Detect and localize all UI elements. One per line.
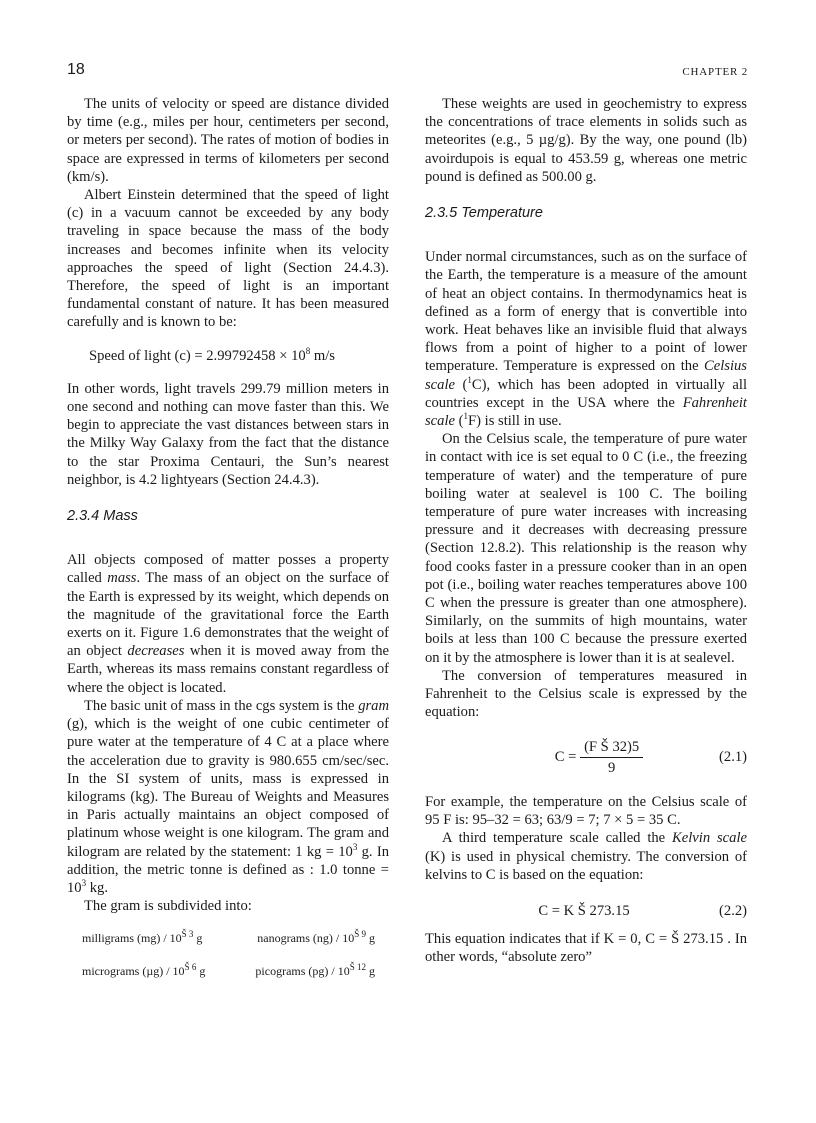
speed-of-light-equation: [67, 347, 389, 365]
unit-symbol: g: [366, 931, 375, 946]
equation-2-2-body: C = K Š 273.15: [538, 902, 630, 919]
paragraph-celsius-scale: On the Celsius scale, the temperature of pure water in contact with ice is set equal to 0 C (i.e., the freezing temperature of water) and the temperature of pure boiling water at sealevel is 100 C. The boiling temperature of pure water increases with increasing pressure and it decreases with decreasing pressure (Section 12.8.2). This relationship is the reason why food cooks faster in a pressure cooker than in an open pot (i.e., boiling water reaches temperatures above 100 C when the pressure is greater than one atmosphere). Similarly, on the summits of high mountains, water boils at less than 100 C because the pressure exerted on it by the atmosphere is lower than it is at sealevel.: [425, 431, 747, 666]
speed-of-light-exponent: 8: [305, 345, 311, 356]
gram-text-d: kg.: [86, 879, 108, 896]
equation-2-1-body: [425, 738, 703, 777]
paragraph-light-travel: In other words, light travels 299.79 million meters in one second and nothing can move faster than this. We begin to appreciate the vast distances between stars in the Milky Way Galaxy from the fact that the distance to the star Proxima Centauri, the Sun’s nearest neighbor, is 4.2 lightyears (Section 24.4.3).: [67, 380, 389, 488]
decreases-term: decreases: [127, 643, 185, 660]
unit-symbol: g: [193, 931, 203, 946]
paragraph-weights-usage: These weights are used in geochemistry to express the concentrations of trace elements in solids such as meteorites (e.g., 5 µg/g). By the way, one pound (lb) avoirdupois is equal to 453.59 g, whereas one metric pound is defined as 500.00 g.: [425, 96, 747, 185]
paragraph-einstein: Albert Einstein determined that the speed of light (c) in a vacuum cannot be exceeded by any body traveling in space because the mass of the body increases and becomes infinite when its velocity approaches the speed of light (Section 24.4.3). Therefore, the speed of light is an important fundamental constant of nature. It has been measured carefully and is known to be:: [67, 187, 389, 331]
temp-text-b: (: [455, 376, 468, 393]
units-row: [67, 962, 389, 980]
equation-2-1-numerator: (F Š 32)5: [580, 738, 643, 758]
equation-2-1-lhs: C =: [554, 748, 577, 765]
mass-text-a: All objects composed of matter posses a property called: [67, 552, 389, 587]
kelvin-text-a: A third temperature scale called the: [442, 830, 673, 847]
left-column: [67, 95, 389, 994]
unit-symbol: g: [196, 963, 206, 978]
equation-2-2-number: (2.2): [719, 902, 747, 919]
equation-2-1-denominator: 9: [607, 759, 616, 776]
right-column: [425, 95, 747, 967]
kelvin-scale-term: Kelvin scale: [672, 830, 747, 847]
unit-exponent: Š 6: [184, 961, 197, 972]
celsius-scale-term: Celsius scale: [425, 358, 747, 393]
gram-text-a: The basic unit of mass in the cgs system is the: [84, 697, 359, 714]
temp-text-d: (: [455, 413, 464, 430]
gram-text-c: g. In addition, the metric tonne is defined as : 1.0 tonne = 10: [67, 843, 390, 896]
unit-exponent: Š 12: [349, 961, 366, 972]
unit-symbol: g: [366, 963, 375, 978]
mass-text-c: when it is moved away from the Earth, whereas its mass remains constant regardless of where the object is located.: [67, 643, 390, 696]
equation-2-1-number: (2.1): [719, 749, 747, 766]
temp-text-a: Under normal circumstances, such as on the surface of the Earth, the temperature is a measure of the amount of heat an object contains. In thermodynamics heat is defined as a form of energy that is convertible into work. Heat behaves like an invisible fluid that always flows from a point of higher to a point of lower temperature. Temperature is expressed on the: [425, 249, 747, 375]
paragraph-mass-definition: [67, 551, 389, 697]
celsius-degree-mark: 1: [467, 374, 472, 385]
paragraph-absolute-zero: This equation indicates that if K = 0, C = Š 273.15 . In other words, “absolute zero”: [425, 931, 747, 966]
mass-text-b: . The mass of an object on the surface of the Earth is expressed by its weight, which depends on the magnitude of the gravitational force the Earth exerts on it. Figure 1.6 demonstrates that the weight of an object: [67, 570, 389, 660]
gram-text-b: (g), which is the weight of one cubic centimeter of pure water at the temperature of 4 C at a place where the acceleration due to gravity is 980.655 cm/sec/sec. In the SI system of units, mass is expressed in kilograms (kg). The Bureau of Weights and Measures in Paris actually maintains an object composed of platinum whose weight is one kilogram. The gram and kilogram are related by the statement: 1 kg = 10: [67, 716, 389, 860]
paragraph-kelvin: [425, 829, 747, 884]
fahrenheit-scale-term: Fahrenheit scale: [425, 394, 747, 430]
paragraph-velocity-units: The units of velocity or speed are distance divided by time (e.g., miles per hour, centimeters per second, or meters per second). The rates of motion of bodies in space are expressed in terms of kilometers per second (km/s).: [67, 96, 389, 185]
temp-text-e: F) is still in use.: [468, 413, 562, 430]
temp-text-c: C), which has been adopted in virtually all countries except in the USA where the: [425, 376, 748, 411]
equation-2-1: [425, 738, 747, 777]
unit-micrograms: [82, 962, 205, 980]
unit-exponent: Š 3: [181, 929, 194, 940]
kelvin-text-b: (K) is used in physical chemistry. The conversion of kelvins to C is based on the equation:: [425, 848, 747, 883]
gram-term: gram: [358, 697, 389, 714]
speed-of-light-unit: m/s: [310, 347, 335, 364]
unit-picograms: [255, 962, 375, 980]
unit-name: milligrams (mg) / 10: [82, 931, 182, 946]
equation-2-2: [425, 902, 747, 920]
paragraph-example-conversion: For example, the temperature on the Celsius scale of 95 F is: 95–32 = 63; 63/9 = 7; 7 × 5 = 35 C.: [425, 793, 747, 829]
page-number: 18: [67, 61, 85, 78]
unit-exponent: Š 9: [354, 929, 366, 940]
speed-of-light-lhs: Speed of light (c) = 2.99792458 × 10: [89, 347, 306, 364]
units-row: [67, 929, 389, 947]
unit-nanograms: [257, 929, 375, 947]
paragraph-conversion-intro: The conversion of temperatures measured in Fahrenheit to the Celsius scale is expressed by the equation:: [425, 667, 747, 721]
chapter-running-head: CHAPTER 2: [682, 66, 748, 78]
unit-name: picograms (pg) / 10: [255, 963, 350, 978]
tonne-exponent: 3: [81, 878, 87, 889]
unit-milligrams: [82, 929, 202, 947]
section-heading-mass: 2.3.4 Mass: [67, 508, 138, 525]
equation-2-1-fraction: [580, 738, 643, 777]
paragraph-gram: [67, 697, 389, 897]
gram-subdivisions: [67, 929, 389, 979]
kg-exponent: 3: [352, 841, 358, 852]
section-heading-temperature: 2.3.5 Temperature: [425, 205, 543, 222]
paragraph-gram-subdivided: The gram is subdivided into:: [84, 898, 252, 915]
unit-name: micrograms (µg) / 10: [82, 963, 185, 978]
mass-term: mass: [107, 570, 137, 587]
fahrenheit-degree-mark: 1: [463, 411, 469, 422]
paragraph-temperature-definition: [425, 248, 747, 430]
unit-name: nanograms (ng) / 10: [257, 931, 355, 946]
